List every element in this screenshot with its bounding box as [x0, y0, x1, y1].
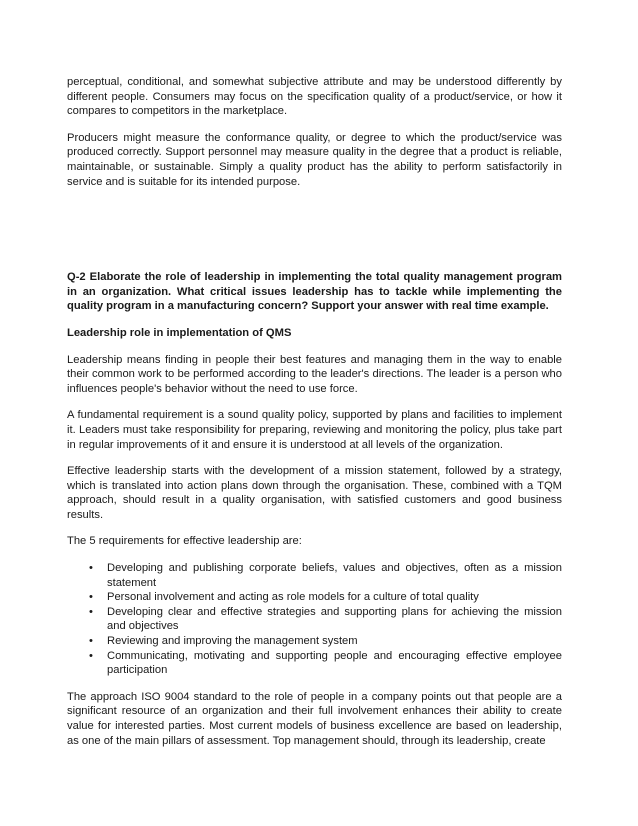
bullet-icon: • — [89, 562, 93, 575]
bullet-icon: • — [89, 649, 93, 662]
list-intro: The 5 requirements for effective leadership are: — [67, 535, 302, 548]
bullet-icon: • — [89, 591, 93, 604]
paragraph-conformance-quality: Producers might measure the conformance quality, or degree to which the product/service was produced correctly. Support personnel may measure quality in the degree that a product is reliable, maintainable, or sustainable. Simply a quality product has the ability to perform satisfactorily in service and is suitable for its intended purpose. — [67, 131, 562, 188]
bullet-icon: • — [89, 605, 93, 618]
list-item — [67, 605, 562, 634]
list-item-text: Communicating, motivating and supporting people and encouraging effective employee participation — [107, 649, 562, 677]
section-heading: Leadership role in implementation of QMS — [67, 326, 292, 339]
list-item-text: Developing and publishing corporate beliefs, values and objectives, often as a mission statement — [107, 562, 562, 589]
list-item-text: Reviewing and improving the management system — [107, 635, 358, 648]
question-2: Q-2 Elaborate the role of leadership in implementing the total quality management program in an organization. What critical issues leadership has to tackle while implementing the quality program in a manufacturing concern? Support your answer with real time example. — [67, 271, 562, 313]
paragraph-quality-policy: A fundamental requirement is a sound quality policy, supported by plans and facilities to implement it. Leaders must take responsibility for preparing, reviewing and monitoring the policy, plus take part in regular improvements of it and ensure it is understood at all levels of the organization. — [67, 409, 562, 451]
paragraph-leadership-definition: Leadership means finding in people their best features and managing them in the way to enable their common work to be performed according to the leader's directions. The leader is a person who influences people's behavior without the need to use force. — [67, 353, 562, 395]
list-item — [67, 590, 562, 605]
list-item — [67, 649, 562, 678]
paragraph-quality-perception: perceptual, conditional, and somewhat subjective attribute and may be understood differently by different people. Consumers may focus on the specification quality of a product/service, or how it compares to competitors in the marketplace. — [67, 76, 562, 118]
paragraph-effective-leadership: Effective leadership starts with the development of a mission statement, followed by a strategy, which is translated into action plans down through the organisation. These, combined with a TQM approach, should result in a quality organisation, with satisfied customers and good business results. — [67, 465, 562, 521]
list-item — [67, 634, 562, 649]
list-item — [67, 561, 562, 590]
list-item-text: Personal involvement and acting as role models for a culture of total quality — [107, 591, 479, 604]
list-item-text: Developing clear and effective strategies and supporting plans for achieving the mission and objectives — [107, 605, 562, 633]
paragraph-iso-9004: The approach ISO 9004 standard to the role of people in a company points out that people are a significant resource of an organization and their full involvement enhances their ability to create value for interested parties. Most current models of business excellence are based on leadership, as one of the main pillars of assessment. Top management should, through its leadership, create — [67, 690, 562, 747]
requirements-list — [67, 561, 562, 678]
bullet-icon: • — [89, 635, 93, 648]
document-page — [67, 75, 562, 748]
